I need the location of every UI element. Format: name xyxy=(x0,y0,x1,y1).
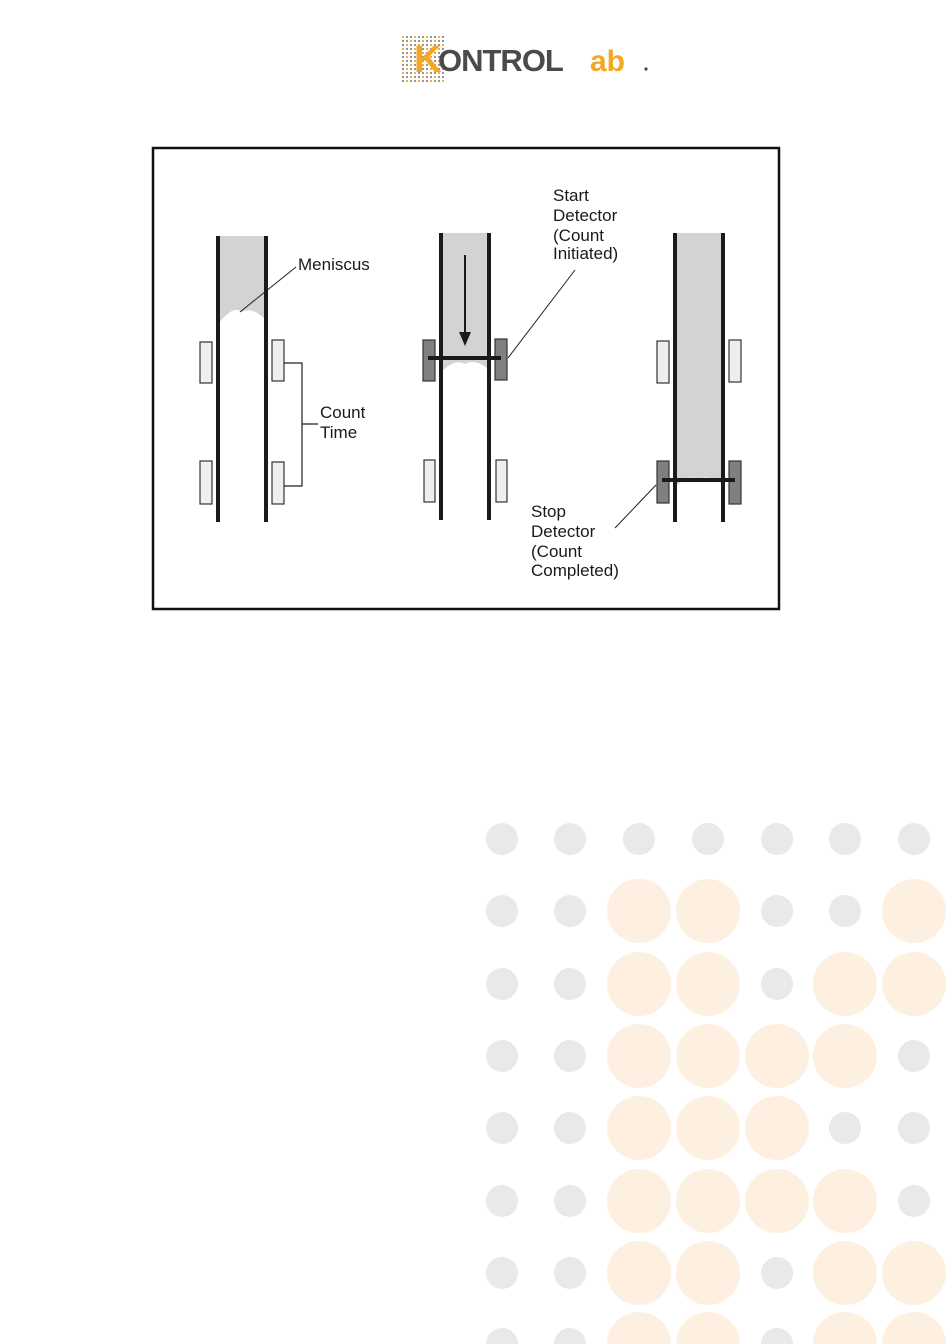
start-detector-label-line-3: (Count xyxy=(553,226,605,245)
lower-right-detector-1 xyxy=(272,462,284,504)
count-time-label-line-2: Time xyxy=(320,423,358,442)
start-detector-label-line-1: Start xyxy=(553,186,589,205)
stop-detector-right xyxy=(729,461,741,504)
lower-right-detector-2 xyxy=(496,460,507,502)
logo-wordmark: ONTROL xyxy=(438,43,563,78)
upper-left-detector-3 xyxy=(657,341,669,383)
count-time-label-line-1: Count xyxy=(320,403,366,422)
stop-detector-label-line-2: Detector xyxy=(531,522,596,541)
liquid-column-3 xyxy=(675,233,723,487)
meniscus-label: Meniscus xyxy=(298,255,370,274)
start-detector-left xyxy=(423,340,435,381)
stop-detector-label-line-3: (Count xyxy=(531,542,583,561)
stop-detector-label-line-1: Stop xyxy=(531,502,566,521)
logo-suffix: ab xyxy=(590,45,626,78)
start-detector-label-line-4: Initiated) xyxy=(553,244,619,263)
start-detector-label-line-2: Detector xyxy=(553,206,618,225)
lower-left-detector-1 xyxy=(200,461,212,504)
lower-left-detector-2 xyxy=(424,460,435,502)
upper-right-detector-3 xyxy=(729,340,741,382)
upper-right-detector-1 xyxy=(272,340,284,381)
upper-left-detector-1 xyxy=(200,342,212,383)
stop-detector-label-line-4: Completed) xyxy=(531,561,619,580)
logo-k-letter: K xyxy=(414,39,442,81)
